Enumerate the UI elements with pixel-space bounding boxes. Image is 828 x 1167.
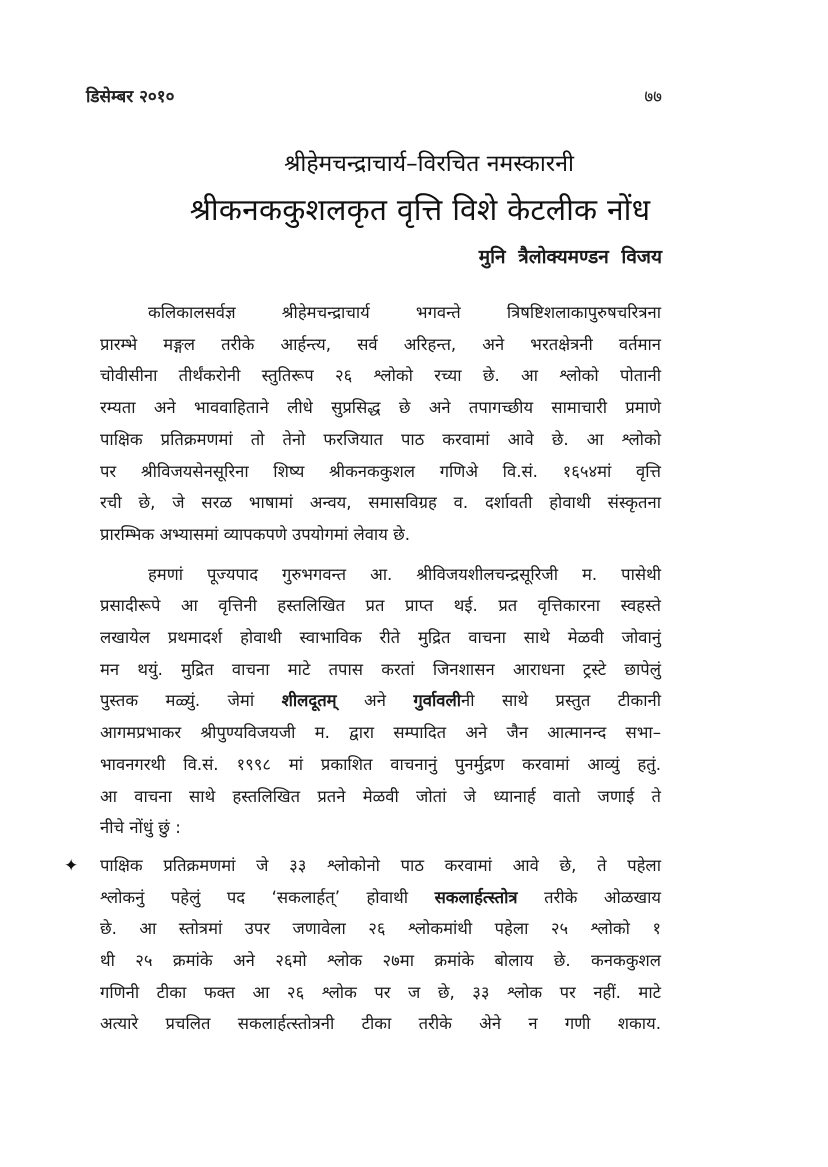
paragraph-2 <box>100 559 661 844</box>
text-line: आगमप्रभाकर श्रीपुण्यविजयजी म. द्वारा सम्पादित अने जैन आत्मानन्द सभा– <box>100 723 661 743</box>
paragraph-1 <box>100 297 661 551</box>
text-line: भावनगरथी वि.सं. १९९८ मां प्रकाशित वाचनानुं पुनर्मुद्रण करवामां आव्युं हतुं. <box>100 754 661 774</box>
text-line: रम्यता अने भाववाहिताने लीधे सुप्रसिद्ध छे अने तपागच्छीय सामाचारी प्रमाणे <box>100 398 661 418</box>
text-line: प्रारम्भिक अभ्यासमां व्यापकपणे उपयोगमां लेवाय छे. <box>100 524 411 544</box>
text-line: आ वाचना साथे हस्तलिखित प्रतने मेळवी जोतां जे ध्यानार्ह वातो जणाई ते <box>100 786 661 806</box>
page-number: ७७ <box>644 87 662 107</box>
text-run: अने <box>336 691 414 711</box>
text-line: छे. आ स्तोत्रमां उपर जणावेला २६ श्लोकमांथी पहेला २५ श्लोको १ <box>100 919 661 939</box>
bold-term-gurvavali: गुर्वावली <box>413 691 462 711</box>
author-byline: मुनि त्रैलोक्यमण्डन विजय <box>478 246 662 268</box>
text-line: अत्यारे प्रचलित सकलार्हत्स्तोत्रनी टीका तरीके अेने न गणी शकाय. <box>100 1014 661 1034</box>
text-line-with-bold <box>100 685 661 717</box>
text-line: गणिनी टीका फक्त आ २६ श्लोक पर ज छे, ३३ श्लोक पर नहीं. माटे <box>100 982 661 1002</box>
article-body <box>64 297 661 1040</box>
bold-term-shiladutam: शीलदूतम् <box>281 691 337 711</box>
text-run: तरीके ओळखाय <box>517 887 661 907</box>
issue-date: डिसेम्बर २०१० <box>86 87 175 107</box>
text-line-with-bold <box>100 882 661 914</box>
text-line: कलिकालसर्वज्ञ श्रीहेमचन्द्राचार्य भगवन्ते त्रिषष्टिशलाकापुरुषचरित्रना <box>148 303 661 322</box>
four-point-star-bullet-icon: ✦ <box>64 855 79 876</box>
article-subtitle: श्रीहेमचन्द्राचार्य–विरचित नमस्कारनी <box>284 151 574 177</box>
text-line: रची छे, जे सरळ भाषामां अन्वय, समासविग्रह व. दर्शावती होवाथी संस्कृतना <box>100 493 661 513</box>
text-line: मन थयुं. मुद्रित वाचना माटे तपास करतां जिनशासन आराधना ट्रस्टे छापेलुं <box>100 659 661 679</box>
text-line: पाक्षिक प्रतिक्रमणमां जे ३३ श्लोकोनो पाठ करवामां आवे छे, ते पहेला <box>100 855 661 875</box>
text-line: प्रसादीरूपे आ वृत्तिनी हस्तलिखित प्रत प्राप्त थई. प्रत वृत्तिकारना स्वहस्ते <box>100 596 661 616</box>
running-head <box>86 84 662 107</box>
bullet-item <box>64 850 661 1040</box>
text-run: श्लोकनुं पहेलुं पद ‘सकलार्हत्’ होवाथी <box>100 887 435 907</box>
text-line: हमणां पूज्यपाद गुरुभगवन्त आ. श्रीविजयशीलचन्द्रसूरिजी म. पासेथी <box>148 564 661 584</box>
text-run: पुस्तक मळ्युं. जेमां <box>100 691 282 711</box>
text-line: पर श्रीविजयसेनसूरिना शिष्य श्रीकनककुशल गणिअे वि.सं. १६५४मां वृत्ति <box>100 461 661 481</box>
text-line: पाक्षिक प्रतिक्रमणमां तो तेनो फरजियात पाठ करवामां आवे छे. आ श्लोको <box>100 429 661 449</box>
text-line: नीचे नोंधुं छुं : <box>100 818 181 838</box>
article-title: श्रीकनककुशलकृत वृत्ति विशे केटलीक नोंध <box>189 193 651 228</box>
text-line: चोवीसीना तीर्थंकरोनी स्तुतिरूप २६ श्लोको रच्या छे. आ श्लोको पोतानी <box>100 366 661 386</box>
text-line: थी २५ क्रमांके अने २६मो श्लोक २७मा क्रमांके बोलाय छे. कनककुशल <box>100 951 661 971</box>
text-line: प्रारम्भे मङ्गल तरीके आर्हन्त्य, सर्व अरिहन्त, अने भरतक्षेत्रनी वर्तमान <box>100 334 661 354</box>
text-line: लखायेल प्रथमादर्श होवाथी स्वाभाविक रीते मुद्रित वाचना साथे मेळवी जोवानुं <box>100 628 661 648</box>
text-run: नी साथे प्रस्तुत टीकानी <box>461 691 661 711</box>
bold-term-sakalarhatstotra: सकलार्हत्स्तोत्र <box>434 887 518 907</box>
